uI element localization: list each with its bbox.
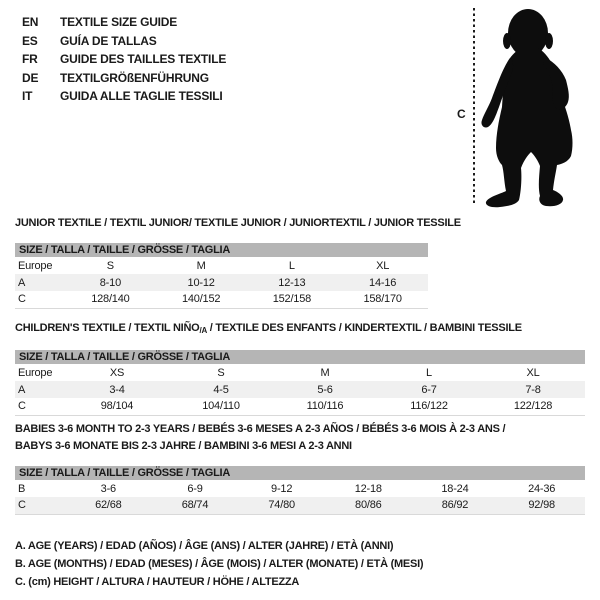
value-cell: 9-12 (271, 482, 293, 495)
language-code: ES (22, 33, 38, 48)
value-cell: 6-7 (421, 383, 437, 396)
language-label: GUÍA DE TALLAS (60, 33, 157, 48)
footnote-line: C. (cm) HEIGHT / ALTURA / HAUTEUR / HÖHE / ALTEZZA (15, 576, 300, 588)
size-header-bar: SIZE / TALLA / TAILLE / GRÖSSE / TAGLIA (15, 350, 585, 364)
value-cell: 74/80 (268, 499, 295, 512)
language-code: FR (22, 52, 38, 66)
value-cell: 3-4 (109, 383, 125, 396)
section-title-block (15, 421, 585, 455)
row-label-cell: A (18, 383, 26, 396)
value-cell: 116/122 (410, 400, 448, 413)
value-cell: M (196, 259, 206, 272)
value-cell: 10-12 (187, 276, 215, 289)
value-cell: 104/110 (202, 400, 240, 413)
size-header-bar: SIZE / TALLA / TAILLE / GRÖSSE / TAGLIA (15, 466, 585, 480)
value-cell: L (288, 259, 295, 272)
value-cell: XL (526, 366, 540, 379)
size-header-bar: SIZE / TALLA / TAILLE / GRÖSSE / TAGLIA (15, 243, 428, 257)
baby-silhouette-image (480, 2, 600, 215)
language-row (22, 32, 226, 51)
section-title (15, 215, 585, 232)
table-row (15, 291, 428, 308)
language-code: IT (22, 89, 33, 103)
section-title (15, 320, 585, 339)
value-cell: 158/170 (363, 293, 402, 306)
row-label-cell: C (18, 293, 26, 306)
section-title-segment: / TEXTILE DES ENFANTS / KINDERTEXTIL / BAMBINI TESSILE (206, 322, 522, 334)
size-table (15, 257, 428, 309)
value-cell: 140/152 (181, 293, 221, 306)
height-measure-label: C (457, 107, 466, 121)
table-row (15, 257, 428, 274)
row-label-cell: B (18, 482, 26, 495)
language-row (22, 50, 226, 69)
row-label-cell: C (18, 499, 26, 512)
language-row (22, 87, 226, 106)
value-cell: 122/128 (513, 400, 553, 413)
value-cell: XL (376, 259, 390, 272)
value-cell: 3-6 (100, 482, 116, 495)
childrens-textile-section (15, 320, 585, 416)
value-cell: 92/98 (528, 499, 555, 512)
babies-section (15, 421, 585, 515)
value-cell: 24-36 (528, 482, 556, 495)
table-row (15, 274, 428, 291)
value-cell: 98/104 (100, 400, 134, 413)
value-cell: 12-18 (354, 482, 382, 495)
table-row (15, 497, 585, 514)
value-cell: 18-24 (441, 482, 469, 495)
section-title-block (15, 320, 585, 339)
value-cell: 68/74 (181, 499, 209, 512)
table-row (15, 480, 585, 497)
value-cell: 14-16 (369, 276, 397, 289)
language-row (22, 69, 226, 88)
section-title-segment: CHILDREN'S TEXTILE / TEXTIL NIÑO (15, 322, 200, 334)
value-cell: M (320, 366, 330, 379)
value-cell: 128/140 (91, 293, 130, 306)
section-title-segment: JUNIOR TEXTILE / TEXTIL JUNIOR/ TEXTILE JUNIOR / JUNIORTEXTIL / JUNIOR TESSILE (15, 217, 461, 229)
value-cell: 62/68 (95, 499, 122, 512)
table-row (15, 364, 585, 381)
language-code: EN (22, 15, 39, 29)
section-title (15, 438, 585, 455)
value-cell: XS (109, 366, 125, 379)
table-row (15, 398, 585, 415)
row-label-cell: A (18, 276, 26, 289)
row-label-cell: C (18, 400, 26, 413)
value-cell: 86/92 (441, 499, 469, 512)
section-title-segment: /A (199, 326, 207, 335)
value-cell: 8-10 (99, 276, 121, 289)
value-cell: 12-13 (278, 276, 306, 289)
size-table (15, 480, 585, 515)
language-label: TEXTILGRÖßENFÜHRUNG (60, 70, 209, 85)
footnote-list (15, 537, 423, 591)
value-cell: S (106, 259, 114, 272)
junior-textile-section (15, 215, 585, 309)
section-title-segment: BABYS 3-6 MONATE BIS 2-3 JAHRE / BAMBINI 3-6 MESI A 2-3 ANNI (15, 440, 352, 452)
value-cell: 152/158 (272, 293, 312, 306)
footnote-line: A. AGE (YEARS) / EDAD (AÑOS) / ÂGE (ANS) / ALTER (JAHRE) / ETÀ (ANNI) (15, 540, 394, 552)
row-label-cell: Europe (18, 259, 53, 272)
row-label-cell: Europe (18, 366, 53, 379)
value-cell: S (217, 366, 225, 379)
value-cell: 110/116 (306, 400, 344, 413)
value-cell: 6-9 (187, 482, 203, 495)
language-row (22, 13, 226, 32)
footnote-line: B. AGE (MONTHS) / EDAD (MESES) / ÂGE (MOIS) / ALTER (MONATE) / ETÀ (MESI) (15, 558, 424, 570)
section-title (15, 421, 585, 438)
language-label: TEXTILE SIZE GUIDE (60, 15, 178, 29)
language-list (22, 13, 226, 106)
value-cell: 4-5 (213, 383, 229, 396)
size-table-body (15, 257, 428, 308)
value-cell: L (426, 366, 432, 379)
value-cell: 7-8 (525, 383, 541, 396)
section-title-block (15, 215, 585, 232)
value-cell: 5-6 (317, 383, 333, 396)
language-code: DE (22, 70, 39, 85)
language-label: GUIDA ALLE TAGLIE TESSILI (60, 89, 223, 103)
value-cell: 80/86 (355, 499, 382, 512)
size-table (15, 364, 585, 416)
size-table-body (15, 364, 585, 415)
table-row (15, 381, 585, 398)
height-measure-dashed-line (473, 8, 475, 205)
section-title-segment: BABIES 3-6 MONTH TO 2-3 YEARS / BEBÉS 3-6 MESES A 2-3 AÑOS / BÉBÉS 3-6 MOIS À 2-3 ANS / (15, 423, 506, 435)
language-label: GUIDE DES TAILLES TEXTILE (60, 52, 227, 66)
size-table-body (15, 480, 585, 514)
